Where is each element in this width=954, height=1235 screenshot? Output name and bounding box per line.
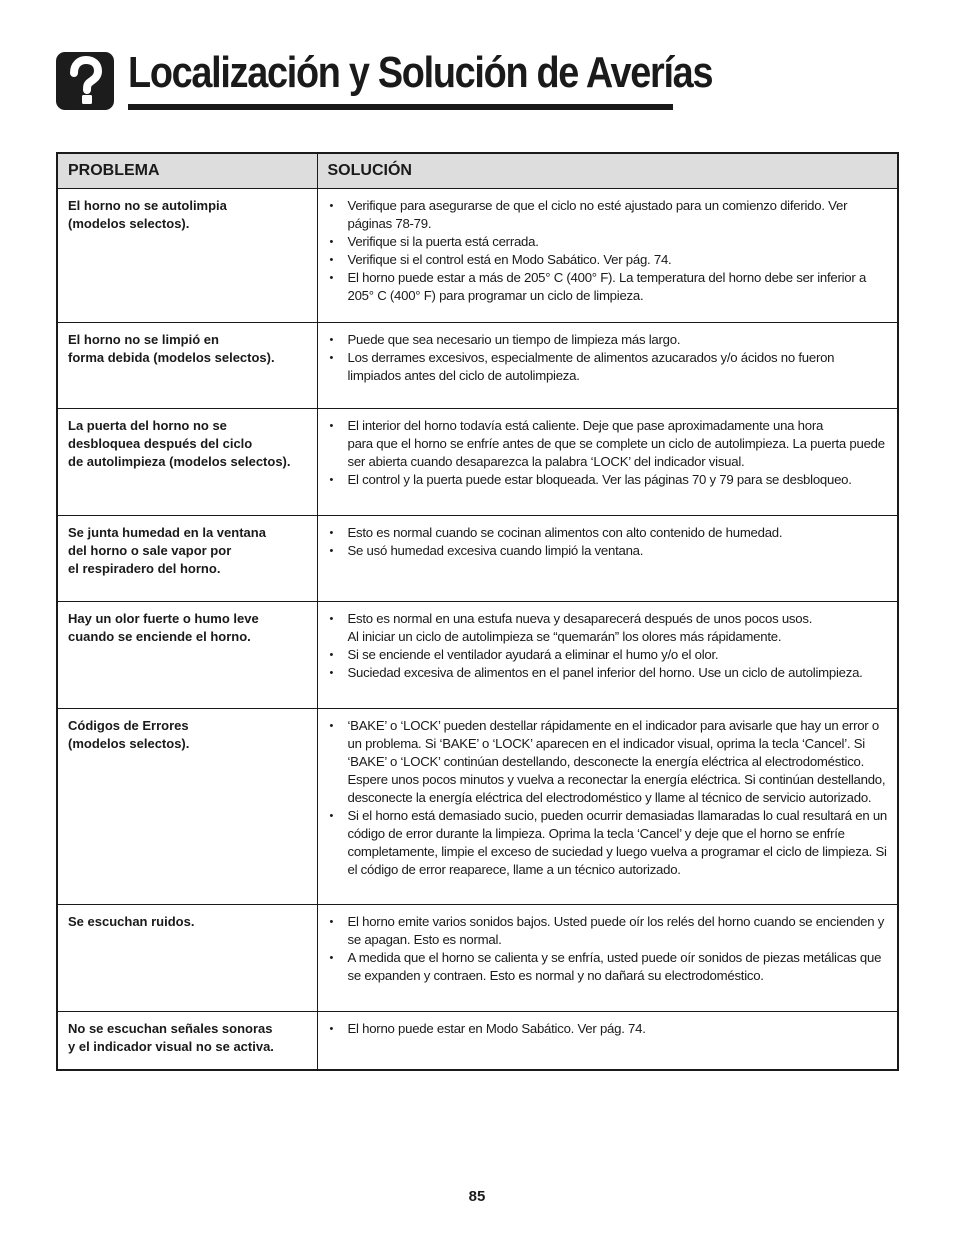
solution-cell [317, 323, 898, 409]
problem-cell [57, 189, 317, 323]
solution-list [330, 524, 890, 560]
problem-cell [57, 709, 317, 905]
solution-cell [317, 189, 898, 323]
table-row [57, 709, 898, 905]
problem-text: La puerta del horno no se desbloquea después del ciclo de autolimpieza (modelos selectos). [68, 418, 291, 469]
solution-cell [317, 602, 898, 709]
solution-item: • El horno emite varios sonidos bajos. Usted puede oír los relés del horno cuando se encienden y se apagan. Esto es normal. [330, 913, 890, 949]
problem-text: No se escuchan señales sonoras y el indicador visual no se activa. [68, 1021, 274, 1054]
solution-item: • A medida que el horno se calienta y se enfría, usted puede oír sonidos de piezas metálicas que se expanden y contraen. Esto es normal y no dañará su electrodoméstico. [330, 949, 890, 985]
problem-cell [57, 409, 317, 516]
table-row [57, 323, 898, 409]
solution-item: • El interior del horno todavía está caliente. Deje que pase aproximadamente una hora para que el horno se enfríe antes de que se complete un ciclo de autolimpieza. La puerta puede ser abierta cuando desaparezca la palabra ‘LOCK’ del indicador visual. [330, 417, 890, 471]
problem-text: Se escuchan ruidos. [68, 914, 195, 929]
problem-text: El horno no se autolimpia (modelos selectos). [68, 198, 227, 231]
table-row [57, 516, 898, 602]
problem-cell [57, 1012, 317, 1070]
table-row [57, 189, 898, 323]
table-row [57, 1012, 898, 1070]
solution-list [330, 1020, 890, 1038]
solution-cell [317, 709, 898, 905]
solution-item: • Verifique para asegurarse de que el ciclo no esté ajustado para un comienzo diferido. Ver páginas 78-79. [330, 197, 890, 233]
page-header [56, 48, 713, 114]
solution-cell [317, 905, 898, 1012]
solution-list [330, 913, 890, 985]
problem-text: Hay un olor fuerte o humo leve cuando se enciende el horno. [68, 611, 259, 644]
solution-item: • Si el horno está demasiado sucio, pueden ocurrir demasiadas llamaradas lo cual resultará en un código de error durante la limpieza. Oprima la tecla ‘Cancel’ y deje que el horno se enfríe completamente, limpie el exceso de suciedad y luego vuelva a programar el ciclo de limpieza. Si el código de error reaparece, llame a un técnico autorizado. [330, 807, 890, 879]
solution-item: • Verifique si el control está en Modo Sabático. Ver pág. 74. [330, 251, 890, 269]
solution-item: • ‘BAKE’ o ‘LOCK’ pueden destellar rápidamente en el indicador para avisarle que hay un error o un problema. Si ‘BAKE’ o ‘LOCK’ aparecen en el indicador visual, oprima la tecla ‘Cancel’. Si ‘BAKE’ o ‘LOCK’ continúan destellando, desconecte la energía eléctrica al electrodoméstico. Espere unos pocos minutos y vuelva a reconectar la energía eléctrica. Si continúan destellando, desconecte la energía eléctrica del electrodoméstico y llame al técnico de servicio autorizado. [330, 717, 890, 807]
troubleshooting-table [56, 152, 899, 1071]
problem-cell [57, 602, 317, 709]
solution-item: • El horno puede estar a más de 205° C (400° F). La temperatura del horno debe ser inferior a 205° C (400° F) para programar un ciclo de limpieza. [330, 269, 890, 305]
solution-item: • Los derrames excesivos, especialmente de alimentos azucarados y/o ácidos no fueron limpiados antes del ciclo de autolimpieza. [330, 349, 890, 385]
solution-cell [317, 409, 898, 516]
solution-item: • El horno puede estar en Modo Sabático. Ver pág. 74. [330, 1020, 890, 1038]
solution-list [330, 717, 890, 879]
table-row [57, 602, 898, 709]
solution-column-header: SOLUCIÓN [317, 153, 898, 189]
problem-text: Se junta humedad en la ventana del horno o sale vapor por el respiradero del horno. [68, 525, 266, 576]
solution-item: • El control y la puerta puede estar bloqueada. Ver las páginas 70 y 79 para se desbloqueo. [330, 471, 890, 489]
solution-item: • Esto es normal en una estufa nueva y desaparecerá después de unos pocos usos. Al iniciar un ciclo de autolimpieza se “quemarán” los olores más rápidamente. [330, 610, 890, 646]
table-row [57, 409, 898, 516]
solution-item: • Suciedad excesiva de alimentos en el panel inferior del horno. Use un ciclo de autolimpieza. [330, 664, 890, 682]
solution-list [330, 331, 890, 385]
page-number: 85 [468, 1188, 486, 1205]
problem-cell [57, 323, 317, 409]
page-title: Localización y Solución de Averías [128, 48, 713, 97]
question-mark-icon [56, 52, 114, 110]
solution-list [330, 610, 890, 682]
problem-text: El horno no se limpió en forma debida (modelos selectos). [68, 332, 275, 365]
solution-item: • Si se enciende el ventilador ayudará a eliminar el humo y/o el olor. [330, 646, 890, 664]
problem-cell [57, 516, 317, 602]
solution-item: • Esto es normal cuando se cocinan alimentos con alto contenido de humedad. [330, 524, 890, 542]
title-underline [128, 104, 673, 110]
problem-column-header: PROBLEMA [57, 153, 317, 189]
solution-list [330, 417, 890, 489]
solution-cell [317, 516, 898, 602]
solution-item: • Verifique si la puerta está cerrada. [330, 233, 890, 251]
problem-text: Códigos de Errores (modelos selectos). [68, 718, 190, 751]
solution-cell [317, 1012, 898, 1070]
solution-item: • Se usó humedad excesiva cuando limpió la ventana. [330, 542, 890, 560]
solution-list [330, 197, 890, 305]
table-header-row [57, 153, 898, 189]
table-row [57, 905, 898, 1012]
solution-item: • Puede que sea necesario un tiempo de limpieza más largo. [330, 331, 890, 349]
problem-cell [57, 905, 317, 1012]
